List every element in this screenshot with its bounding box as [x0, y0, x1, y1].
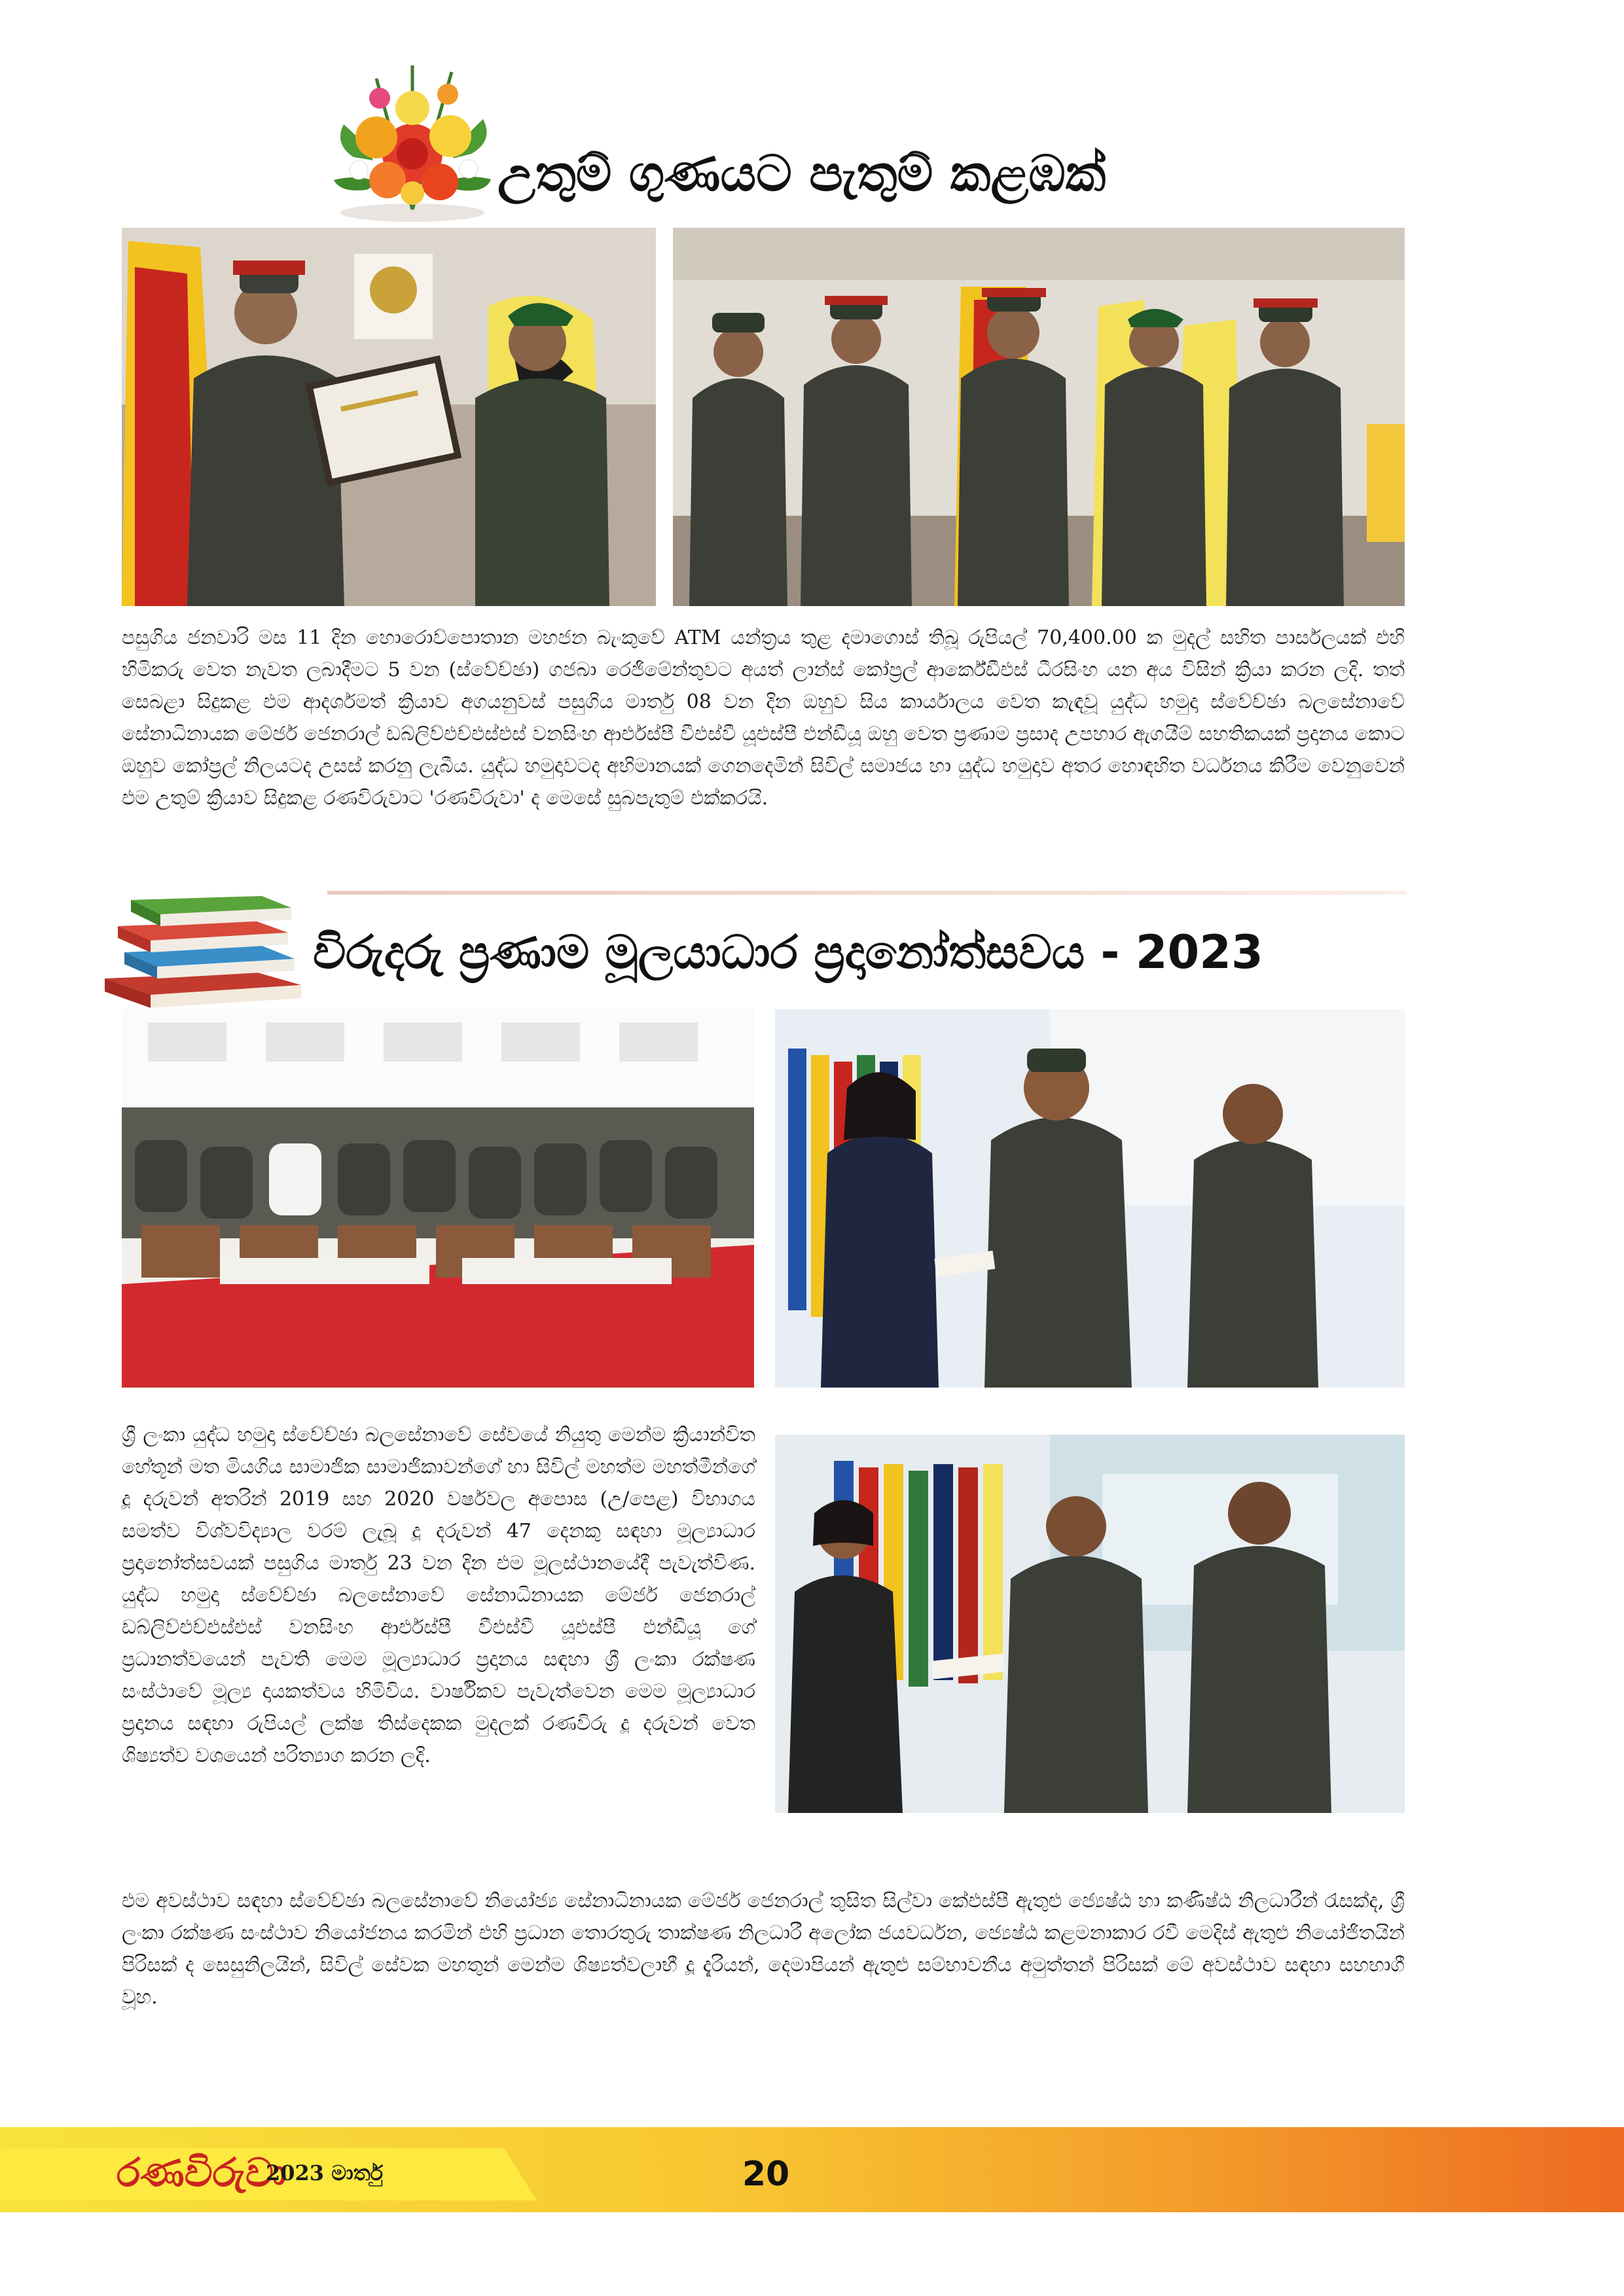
award-certificate-photo — [122, 228, 656, 606]
group-officers-photo — [673, 228, 1405, 606]
section2-title: විරුදරු ප්‍රණාම මූලයාධාර ප්‍රදානෝත්සවය - 2023 — [313, 925, 1263, 979]
section-divider — [327, 891, 1406, 895]
section1-title: උතුම් ගුණයට පැතුම් කළඹක් — [497, 144, 1106, 202]
issue-date: 2023 මාර්තු — [266, 2161, 384, 2185]
page-number: 20 — [742, 2155, 790, 2194]
section2-paragraph-2: එම අවස්ථාව සඳහා ස්වේච්ඡා බලසේනාවේ නියෝජ්‍ය සේනාධිනායක මේජර් ජෙනරාල් තුසිත සිල්වා කේඑස්පී ඇතුළු ජ්‍යෙෂ්ඨ හා කණිෂ්ඨ නිලධාරීන් රැසක්ද, ශ්‍රී ලංකා රක්ෂණ සංස්ථාව නියෝජනය කරමින් එහි ප්‍රධාන තොරතුරු තාක්ෂණ නිලධාරී අලෝක ජයවර්ධන, ජ්‍යෙෂ්ඨ කළමනාකාර රවී මෙදිස් ඇතුළු නියෝජිතයින් පිරිසක් ද සෙසුනිලයින්, සිවිල් සේවක මහතුන් මෙන්ම ශිෂ්‍යත්වලාභී දූ දැරියන්, දෙමාපියන් ඇතුළු සම්භාවනීය අමුත්තන් පිරිසක් මේ අවස්ථාව සඳහා සහභාගී වූහ. — [122, 1890, 1405, 2009]
flower-bouquet-icon — [314, 46, 511, 229]
ceremony-audience-photo — [122, 1009, 754, 1388]
books-stack-icon — [98, 880, 308, 1011]
magazine-title: රණවිරුවා — [117, 2150, 287, 2196]
scholarship-presentation-photo-2 — [775, 1435, 1405, 1813]
section1-paragraph: පසුගිය ජනවාරි මස 11 දින හොරොව්පොතාන මහජන බැංකුවේ ATM යන්ත්‍රය තුළ දමාගොස් තිබූ රුපියල් 70,400.00 ක මුදල් සහිත පාර්සලයක් එහි හිමිකරු වෙත නැවත ලබාදීමට 5 වන (ස්වේච්ඡා) ගජබා රෙජිමේන්තුවට අයත් ලාන්ස් කෝප්‍රල් ආර්කේඩීඑස් ධීරසිංහ යන අය විසින් ක්‍රියා කරන ලදි. තත් සෙබළා සිදුකළ එම ආදර්ශමත් ක්‍රියාව අගයනුවස් පසුගිය මාර්තු 08 වන දින ඔහුව සිය කාර්යාලය වෙත කැඳවූ යුද්ධ හමුදා ස්වේච්ඡා බලසේනාවේ සේනාධිනායක මේජර් ජෙනරාල් ඩබ්ලිව්එච්එස්එස් වනසිංහ ආර්එස්පී වීඑස්වී යූඑස්පී එන්ඩීයූ ඔහු වෙත ප්‍රණාම ප්‍රසාද උපහාර ඇගයීම් සහතිකයක් ප්‍රදානය කොට ඔහුව කෝප්‍රල් නිලයටද උසස් කරනු ලැබීය. යුද්ධ හමුදාවටද අභිමානයක් ගෙනදෙමින් සිවිල් සමාජය හා යුද්ධ හමුදාව අතර හොඳහිත වර්ධනය කිරීම වෙනුවෙන් එම උතුම් ක්‍රියාව සිදුකළ රණවිරුවාට 'රණවිරුවා' ද මෙසේ සුබපැතුම් එක්කරයි. — [122, 626, 1405, 810]
scholarship-presentation-photo-1 — [775, 1009, 1405, 1388]
section2-paragraph-1: ශ්‍රී ලංකා යුද්ධ හමුදා ස්වේච්ඡා බලසේනාවේ සේවයේ නියුතු මෙන්ම ක්‍රියාන්විත හේතූන් මත මියගිය සාමාජික සාමාජිකාවන්ගේ හා සිවිල් මහත්ම මහත්මීන්ගේ දූ දරුවන් අතරින් 2019 සහ 2020 වර්ෂවල අපොස (උ/පෙළ) විභාගය සමත්ව විශ්වවිද්‍යාල වරම් ලැබූ දූ දරුවන් 47 දෙනකු සඳහා මූල්‍යාධාර ප්‍රදානෝත්සවයක් පසුගිය මාර්තු 23 වන දින එම මූලස්ථානයේදී පැවැත්විණ. යුද්ධ හමුදා ස්වේච්ඡා බලසේනාවේ සේනාධිනායක මේජර් ජෙනරාල් ඩබ්ලිව්එච්එස්එස් වනසිංහ ආර්එස්පී වීඑස්වී යූඑස්පී එන්ඩීයූ ගේ ප්‍රධානත්වයෙන් පැවති මෙම මූල්‍යාධාර ප්‍රදානය සඳහා ශ්‍රී ලංකා රක්ෂණ සංස්ථාවේ මූල්‍ය දායකත්වය හිමිවිය. වාර්ෂිකව පැවැත්වෙන මෙම මූල්‍යාධාර ප්‍රදානය සඳහා රුපියල් ලක්ෂ තිස්දෙකක මුදලක් රණවිරු දූ දරුවන් වෙත ශිෂ්‍යත්ව වශයෙන් පරිත්‍යාග කරන ලදි. — [122, 1424, 755, 1767]
